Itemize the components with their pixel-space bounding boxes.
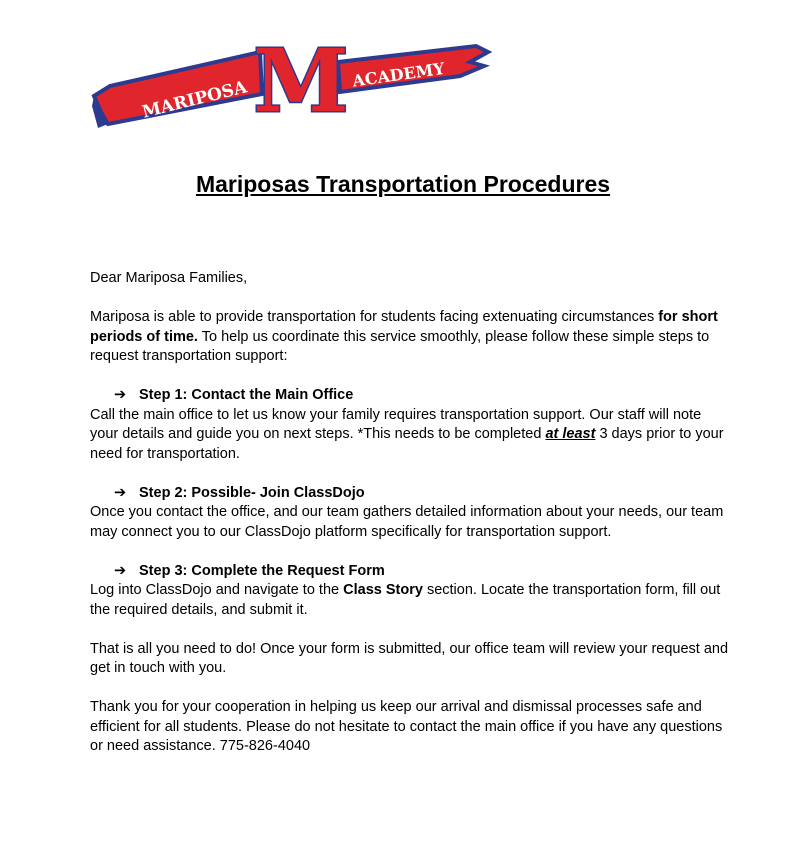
step3-bold: Class Story [343,582,423,598]
step1-text-cont: 3 days prior to your need for transportation. [90,426,724,462]
step3-label: Step 3: Complete the Request Form [139,562,385,579]
step2-label: Step 2: Possible- Join ClassDojo [139,484,365,501]
intro-paragraph [90,308,730,367]
step2-heading [90,484,730,504]
step1-paragraph [90,406,730,465]
school-logo [90,36,492,130]
step3-text: Log into ClassDojo and navigate to the [90,582,344,598]
intro-text: Mariposa is able to provide transportation for students facing extenuating circumstances [90,309,659,325]
step1-text: Call the main office to let us know your family requires transportation support. Our staff will note your details and guide you on next steps. *This needs to be completed [90,406,702,442]
step1-label: Step 1: Contact the Main Office [139,387,354,403]
step3-heading [90,562,730,582]
arrow-icon: ➔ [114,387,127,403]
closing-paragraph-2: Thank you for your cooperation in helping us keep our arrival and dismissal processes safe and efficient for all students. Please do not hesitate to contact the main office if you have any questions or need assistance. 775-826-4040 [90,699,723,754]
logo-right-word: ACADEMY [351,58,446,91]
closing-paragraph-1: That is all you need to do! Once your form is submitted, our office team will review your request and get in touch with you. [90,640,729,676]
step3-text-cont: section. Locate the transportation form, fill out the required details, and submit it. [90,582,721,618]
step1-heading [90,386,730,406]
intro-text-cont: To help us coordinate this service smoothly, please follow these simple steps to request transportation support: [90,328,710,364]
page-title: Mariposas Transportation Procedures [195,171,611,197]
school-logo-graphic [90,36,492,130]
step3-paragraph [90,581,730,620]
greeting: Dear Mariposa Families, [90,270,248,286]
intro-bold: for short periods of time. [90,309,718,345]
logo-letter: M [253,36,349,130]
step1-emphasis: at least [545,426,596,442]
letter-body [90,269,730,757]
arrow-icon: ➔ [114,562,127,579]
arrow-icon: ➔ [114,484,127,501]
logo-left-word: MARIPOSA [140,77,250,123]
step2-paragraph: Once you contact the office, and our team gathers detailed information about your needs, our team may connect you to our ClassDojo platform specifically for transportation support. [90,504,724,540]
